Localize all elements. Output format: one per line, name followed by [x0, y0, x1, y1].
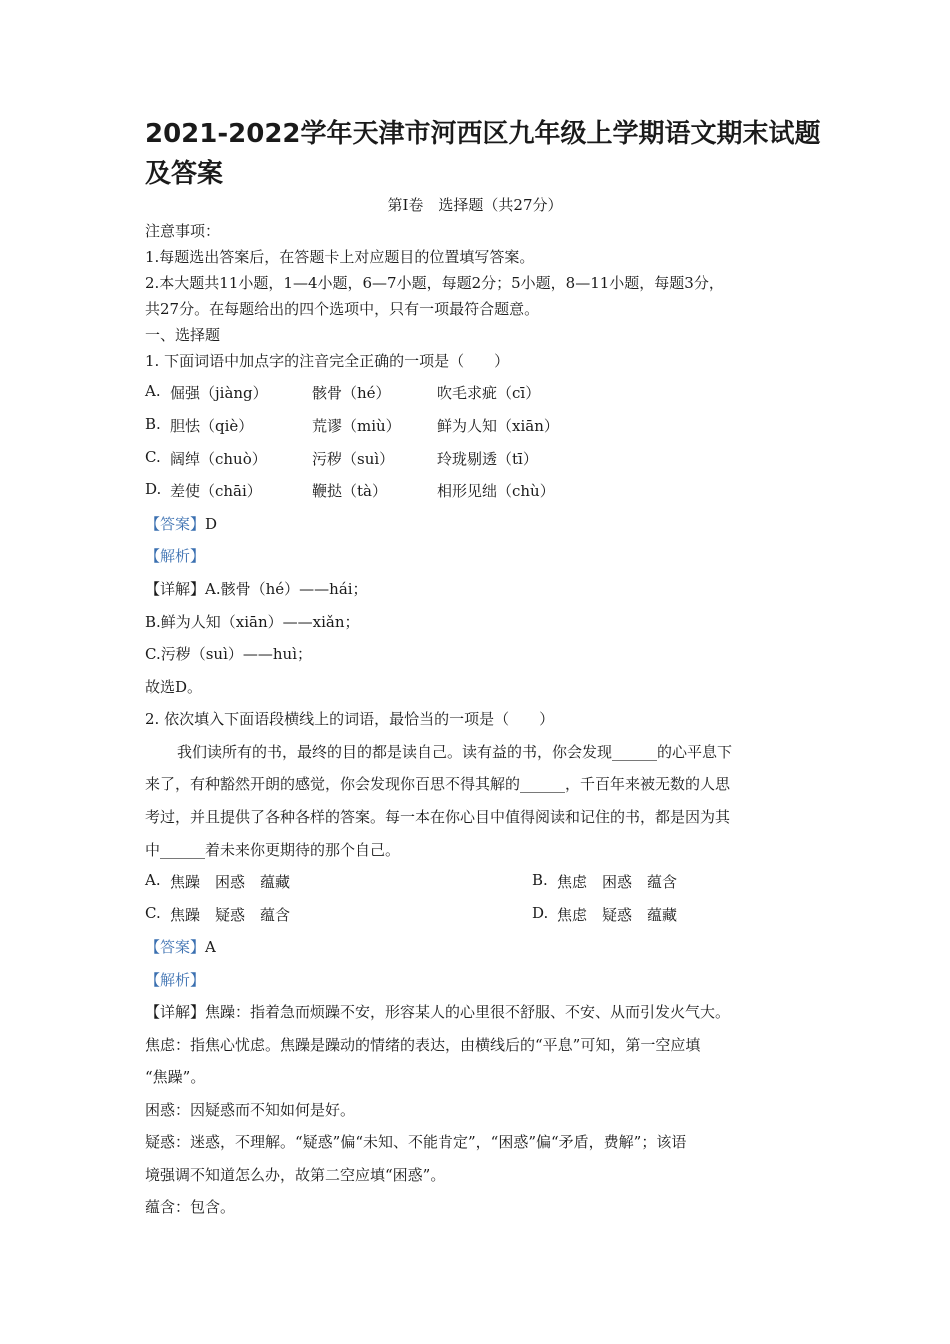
detail-tag: 【详解】	[145, 580, 206, 598]
option-word: 胆怯（qiè）	[170, 417, 254, 435]
option-word: 荒谬（miù）	[312, 417, 401, 435]
q2-analysis-heading	[145, 969, 205, 990]
detail-text: 焦躁：指着急而烦躁不安，形容某人的心里很不舒服、不安、从而引发火气大。	[205, 1003, 731, 1021]
option-word: 鲜为人知（xiān）	[437, 417, 559, 435]
detail-tag: 【详解】	[145, 1003, 206, 1021]
notice-item-2-line-1: 2.本大题共11小题，1—4小题，6—7小题，每题2分；5小题，8—11小题，每题3分，	[145, 274, 724, 292]
answer-value: D	[205, 515, 218, 533]
option-letter: D.	[532, 904, 549, 922]
analysis-tag: 【解析】	[145, 547, 206, 565]
q2-detail-2: 焦虑：指焦心忧虑。焦躁是躁动的情绪的表达，由横线后的“平息”可知，第一空应填	[145, 1036, 701, 1054]
q2-passage-line-4: 中______着未来你更期待的那个自己。	[145, 841, 401, 859]
document-title: 2021-2022学年天津市河西区九年级上学期语文期末试题及答案	[145, 119, 821, 189]
option-letter: D.	[145, 480, 162, 498]
option-word: 相形见绌（chù）	[437, 482, 555, 500]
q1-answer	[145, 513, 217, 534]
q2-detail-3: “焦躁”。	[145, 1068, 206, 1086]
part-heading: 一、选择题	[145, 326, 221, 344]
option-words: 焦虑 疑惑 蕴藏	[557, 906, 678, 924]
option-word: 阔绰（chuò）	[170, 450, 267, 468]
q2-passage-line-1: 我们读所有的书，最终的目的都是读自己。读有益的书，你会发现______的心平息下	[177, 743, 733, 761]
q1-detail-2: B.鲜为人知（xiān）——xiǎn；	[145, 613, 360, 631]
q1-detail-4: 故选D。	[145, 678, 203, 696]
answer-tag: 【答案】	[145, 938, 206, 956]
section-header: 第Ⅰ卷 选择题（共27分）	[387, 196, 563, 214]
q2-detail-4: 困惑：因疑惑而不知如何是好。	[145, 1101, 356, 1119]
option-word: 玲珑剔透（tī）	[437, 450, 538, 468]
option-word: 鞭挞（tà）	[312, 482, 387, 500]
q2-passage-line-3: 考过，并且提供了各种各样的答案。每一本在你心目中值得阅读和记住的书，都是因为其	[145, 808, 731, 826]
option-letter: B.	[532, 871, 548, 889]
option-words: 焦躁 困惑 蕴藏	[170, 873, 291, 891]
answer-tag: 【答案】	[145, 515, 206, 533]
q2-answer	[145, 936, 216, 957]
q2-detail-5: 疑惑：迷惑，不理解。“疑惑”偏“未知、不能肯定”，“困惑”偏“矛盾，费解”；该语	[145, 1133, 687, 1151]
option-word: 骸骨（hé）	[312, 384, 391, 402]
q2-detail-7: 蕴含：包含。	[145, 1198, 236, 1216]
option-letter: A.	[145, 382, 161, 400]
option-letter: B.	[145, 415, 161, 433]
option-word: 吹毛求疵（cī）	[437, 384, 541, 402]
option-letter: A.	[145, 871, 161, 889]
option-words: 焦躁 疑惑 蕴含	[170, 906, 291, 924]
answer-value: A	[205, 938, 216, 956]
q2-detail-1	[145, 1001, 730, 1022]
q1-detail-1	[145, 578, 368, 599]
option-words: 焦虑 困惑 蕴含	[557, 873, 678, 891]
q2-passage-line-2: 来了，有种豁然开朗的感觉，你会发现你百思不得其解的______，千百年来被无数的人思	[145, 775, 731, 793]
q2-stem: 2. 依次填入下面语段横线上的词语，最恰当的一项是（ ）	[145, 710, 555, 728]
analysis-tag: 【解析】	[145, 971, 206, 989]
option-letter: C.	[145, 904, 161, 922]
q1-detail-3: C.污秽（suì）——huì；	[145, 645, 312, 663]
q2-detail-6: 境强调不知道怎么办，故第二空应填“困惑”。	[145, 1166, 446, 1184]
option-word: 污秽（suì）	[312, 450, 395, 468]
q1-analysis-heading	[145, 545, 205, 566]
option-word: 差使（chāi）	[170, 482, 262, 500]
option-letter: C.	[145, 448, 161, 466]
option-word: 倔强（jiàng）	[170, 384, 268, 402]
notice-item-1: 1.每题选出答案后，在答题卡上对应题目的位置填写答案。	[145, 248, 535, 266]
detail-text: A.骸骨（hé）——hái；	[205, 580, 368, 598]
notice-heading: 注意事项：	[145, 222, 221, 240]
q1-stem: 1. 下面词语中加点字的注音完全正确的一项是（ ）	[145, 352, 510, 370]
notice-item-2-line-2: 共27分。在每题给出的四个选项中，只有一项最符合题意。	[145, 300, 540, 318]
